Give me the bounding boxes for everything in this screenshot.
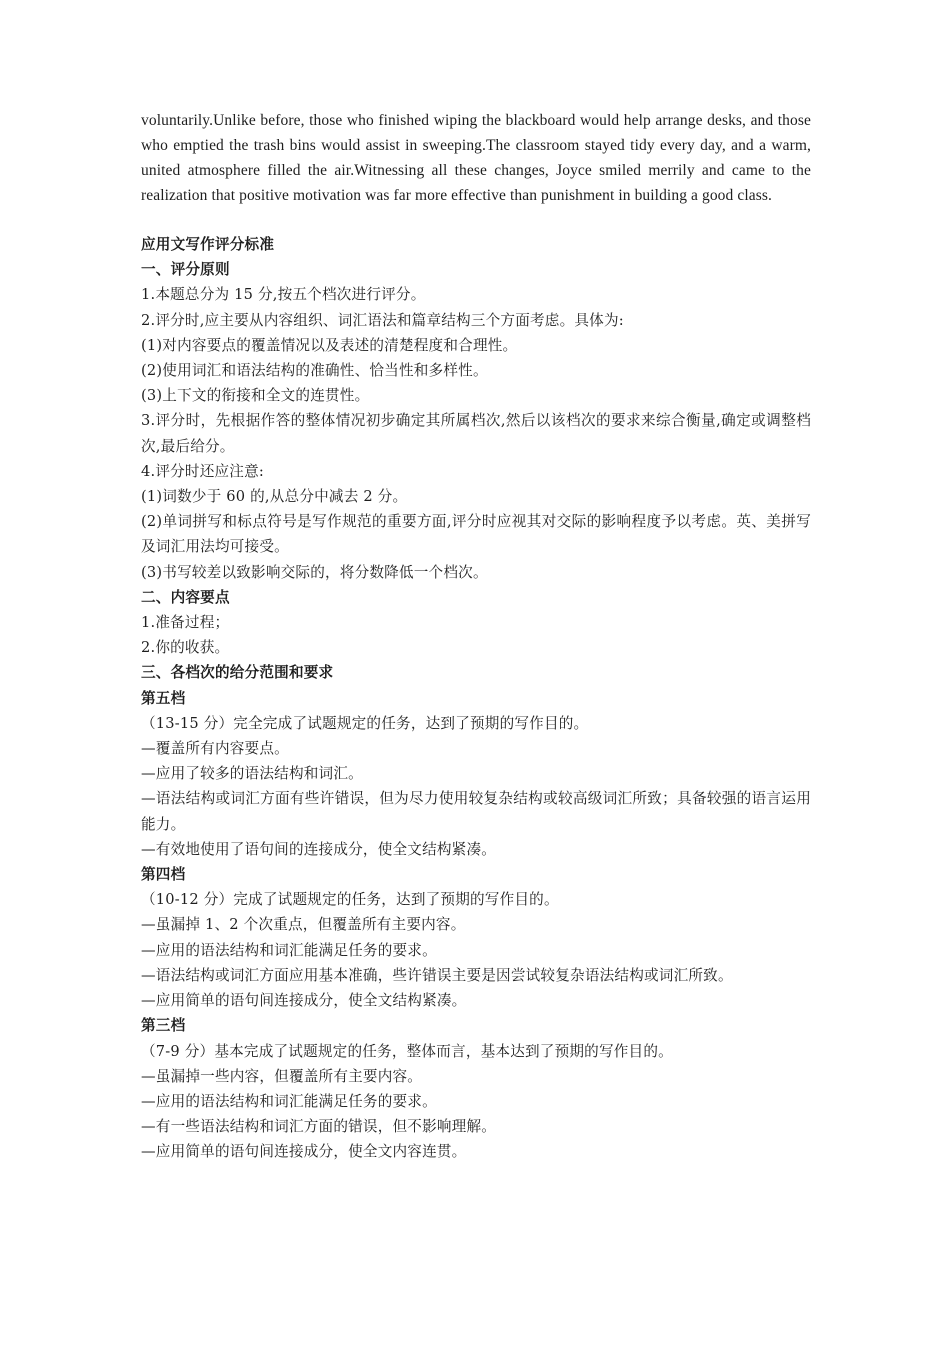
heading-grade-levels: 三、各档次的给分范围和要求 bbox=[141, 664, 334, 682]
grade-line: —语法结构或词汇方面有些许错误，但为尽力使用较复杂结构或较高级词汇所致；具备较强的语言运用能力。 bbox=[141, 790, 811, 833]
rule-line: (3)书写较差以致影响交际的，将分数降低一个档次。 bbox=[141, 563, 488, 581]
grade-line: —虽漏掉一些内容，但覆盖所有主要内容。 bbox=[141, 1067, 423, 1085]
grade-line: —有一些语法结构和词汇方面的错误，但不影响理解。 bbox=[141, 1118, 497, 1136]
section-title: 应用文写作评分标准 bbox=[141, 236, 275, 253]
grade-line: （7-9 分）基本完成了试题规定的任务，整体而言，基本达到了预期的写作目的。 bbox=[141, 1042, 673, 1060]
grade-line: —应用简单的语句间连接成分，使全文结构紧凑。 bbox=[141, 992, 467, 1010]
grade-line: —应用的语法结构和词汇能满足任务的要求。 bbox=[141, 941, 437, 959]
grade-line: —有效地使用了语句间的连接成分，使全文结构紧凑。 bbox=[141, 840, 497, 858]
grade-line: —应用了较多的语法结构和词汇。 bbox=[141, 765, 363, 783]
rule-line: 1.本题总分为 15 分,按五个档次进行评分。 bbox=[141, 286, 426, 304]
grade-five-heading: 第五档 bbox=[141, 689, 186, 707]
grade-line: —应用的语法结构和词汇能满足任务的要求。 bbox=[141, 1092, 437, 1110]
rule-line: (3)上下文的衔接和全文的连贯性。 bbox=[141, 387, 370, 405]
grade-three-heading: 第三档 bbox=[141, 1017, 186, 1035]
grade-line: —应用简单的语句间连接成分，使全文内容连贯。 bbox=[141, 1143, 467, 1161]
grade-line: —虽漏掉 1、2 个次重点，但覆盖所有主要内容。 bbox=[141, 916, 466, 934]
grade-line: —覆盖所有内容要点。 bbox=[141, 740, 289, 758]
grade-line: （13-15 分）完全完成了试题规定的任务，达到了预期的写作目的。 bbox=[141, 714, 589, 732]
content-point: 2.你的收获。 bbox=[141, 639, 230, 657]
rule-line: (2)使用词汇和语法结构的准确性、恰当性和多样性。 bbox=[141, 362, 488, 380]
rule-line: 2.评分时,应主要从内容组织、词汇语法和篇章结构三个方面考虑。具体为: bbox=[141, 311, 624, 329]
rule-line: (2)单词拼写和标点符号是写作规范的重要方面,评分时应视其对交际的影响程度予以考虑。英、美拼写及词汇用法均可接受。 bbox=[141, 513, 811, 556]
grade-four-heading: 第四档 bbox=[141, 866, 186, 884]
rule-line: 4.评分时还应注意: bbox=[141, 462, 264, 480]
grade-line: —语法结构或词汇方面应用基本准确，些许错误主要是因尝试较复杂语法结构或词汇所致。 bbox=[141, 966, 733, 984]
heading-content-points: 二、内容要点 bbox=[141, 588, 230, 606]
heading-scoring-principles: 一、评分原则 bbox=[141, 261, 230, 279]
rule-line: 3.评分时，先根据作答的整体情况初步确定其所属档次,然后以该档次的要求来综合衡量,确定或调整档次,最后给分。 bbox=[141, 412, 811, 455]
document-page bbox=[141, 108, 811, 1165]
english-passage: voluntarily.Unlike before, those who finished wiping the blackboard would help arrange desks, and those who emptied the trash bins would assist in sweeping.The classroom stayed tidy every day, and a warm, united atmosphere filled the air.Witnessing all these changes, Joyce smiled merrily and came to the realization that positive motivation was far more effective than punishment in building a good class. bbox=[141, 112, 811, 204]
content-point: 1.准备过程； bbox=[141, 614, 230, 632]
grade-line: （10-12 分）完成了试题规定的任务，达到了预期的写作目的。 bbox=[141, 891, 559, 909]
rule-line: (1)词数少于 60 的,从总分中减去 2 分。 bbox=[141, 488, 408, 506]
rule-line: (1)对内容要点的覆盖情况以及表述的清楚程度和合理性。 bbox=[141, 336, 518, 354]
